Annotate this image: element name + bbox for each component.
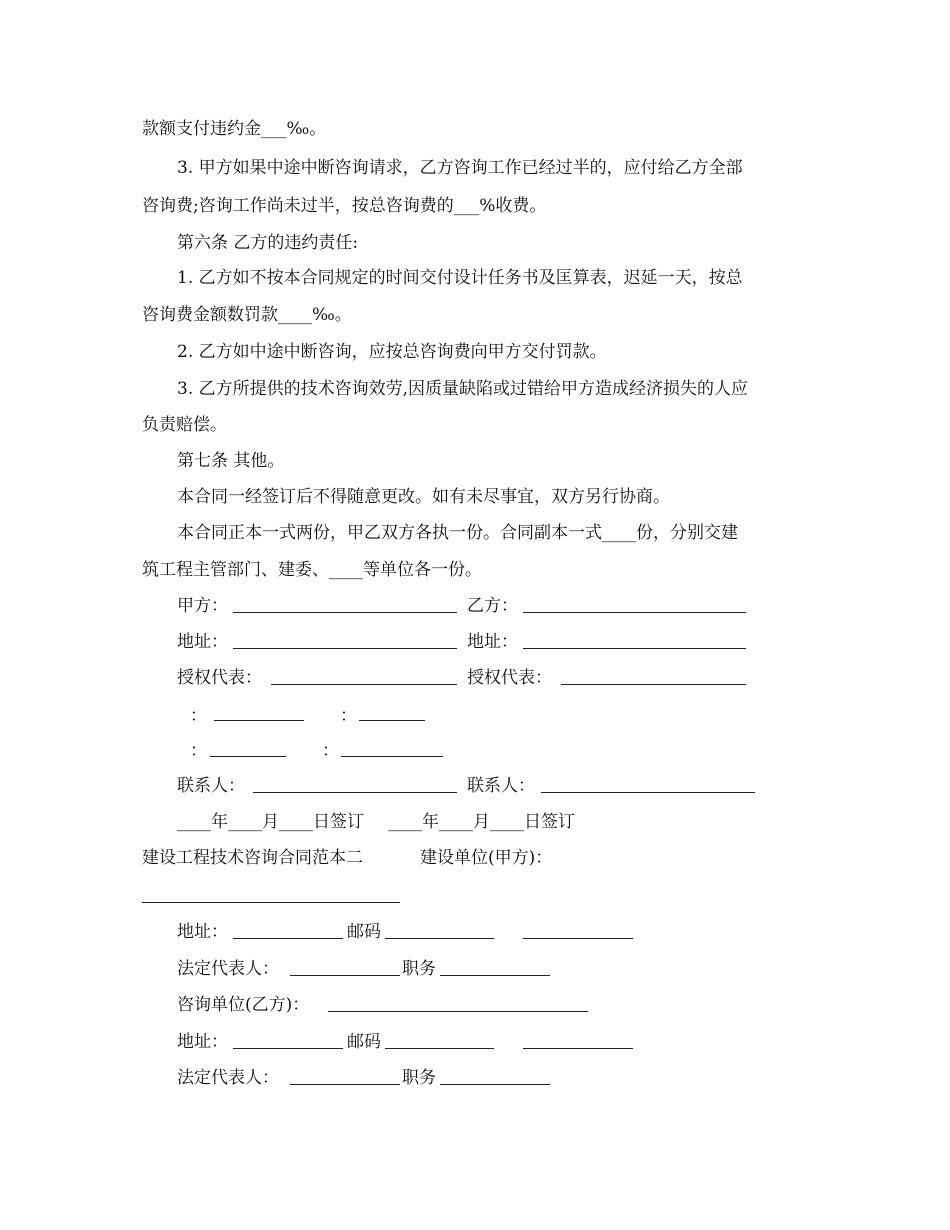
blank-field[interactable] [341, 756, 443, 757]
address-label: 地址： [177, 922, 228, 942]
template-title: 建设工程技术咨询合同范本二 [142, 848, 363, 868]
blank-field[interactable] [214, 720, 304, 721]
builder-label: 建设单位(甲方)： [420, 848, 553, 868]
article-heading: 第七条 其他。 [177, 451, 285, 471]
contact-a-field[interactable] [253, 792, 457, 793]
blank-field[interactable] [523, 1048, 633, 1049]
address-a-field[interactable] [233, 648, 457, 649]
postcode-field[interactable] [385, 938, 494, 939]
position-field[interactable] [440, 975, 550, 976]
paragraph: 本合同正本一式两份，甲乙双方各执一份。合同副本一式____份，分别交建 [177, 523, 738, 543]
paragraph: 2. 乙方如中途中断咨询，应按总咨询费向甲方交付罚款。 [177, 342, 607, 362]
blank-field[interactable] [359, 720, 425, 721]
paragraph: 3. 甲方如果中途中断咨询请求，乙方咨询工作已经过半的，应付给乙方全部 [177, 158, 743, 178]
legal-rep-label: 法定代表人： [177, 1068, 279, 1088]
postcode-label: 邮码 [347, 922, 381, 942]
contact-a-label: 联系人： [177, 776, 245, 796]
position-field[interactable] [440, 1084, 550, 1085]
paragraph: 3. 乙方所提供的技术咨询效劳,因质量缺陷或过错给甲方造成经济损失的人应 [177, 379, 749, 399]
paragraph: 筑工程主管部门、建委、____等单位各一份。 [142, 560, 482, 580]
address-b-label: 地址： [467, 632, 518, 652]
party-a-label: 甲方： [177, 596, 228, 616]
party-b-label: 乙方： [467, 596, 518, 616]
legal-rep-field[interactable] [290, 975, 400, 976]
position-label: 职务 [402, 959, 436, 979]
auth-a-label: 授权代表： [177, 668, 262, 688]
paragraph: 款额支付违约金___‰。 [142, 119, 327, 139]
colon-label: ： [190, 741, 207, 761]
address-label: 地址： [177, 1032, 228, 1052]
date-b: ____年____月____日签订 [388, 812, 575, 832]
address-field[interactable] [233, 938, 343, 939]
contact-b-label: 联系人： [467, 776, 535, 796]
consult-label: 咨询单位(乙方)： [177, 995, 310, 1015]
legal-rep-label: 法定代表人： [177, 959, 279, 979]
legal-rep-field[interactable] [290, 1084, 400, 1085]
position-label: 职务 [402, 1068, 436, 1088]
contact-b-field[interactable] [541, 792, 755, 793]
address-a-label: 地址： [177, 632, 228, 652]
date-a: ____年____月____日签订 [177, 812, 364, 832]
paragraph: 负责赔偿。 [142, 415, 227, 435]
party-b-field[interactable] [523, 612, 746, 613]
colon-label: ： [190, 706, 207, 726]
address-field[interactable] [233, 1048, 343, 1049]
blank-field[interactable] [523, 938, 633, 939]
auth-b-label: 授权代表： [467, 668, 552, 688]
postcode-field[interactable] [385, 1048, 494, 1049]
colon-label: ： [322, 741, 339, 761]
blank-field[interactable] [210, 756, 286, 757]
builder-field[interactable] [142, 902, 400, 903]
auth-b-field[interactable] [561, 684, 746, 685]
postcode-label: 邮码 [347, 1032, 381, 1052]
article-heading: 第六条 乙方的违约责任: [177, 233, 359, 253]
colon-label: ： [340, 706, 357, 726]
paragraph: 咨询费金额数罚款____‰。 [142, 305, 352, 325]
paragraph: 咨询费;咨询工作尚未过半，按总咨询费的___%收费。 [142, 196, 547, 216]
party-a-field[interactable] [233, 612, 457, 613]
paragraph: 本合同一经签订后不得随意更改。如有未尽事宜，双方另行协商。 [177, 487, 670, 507]
consult-field[interactable] [328, 1011, 588, 1012]
auth-a-field[interactable] [271, 684, 457, 685]
paragraph: 1. 乙方如不按本合同规定的时间交付设计任务书及匡算表，迟延一天，按总 [177, 268, 743, 288]
address-b-field[interactable] [523, 648, 746, 649]
